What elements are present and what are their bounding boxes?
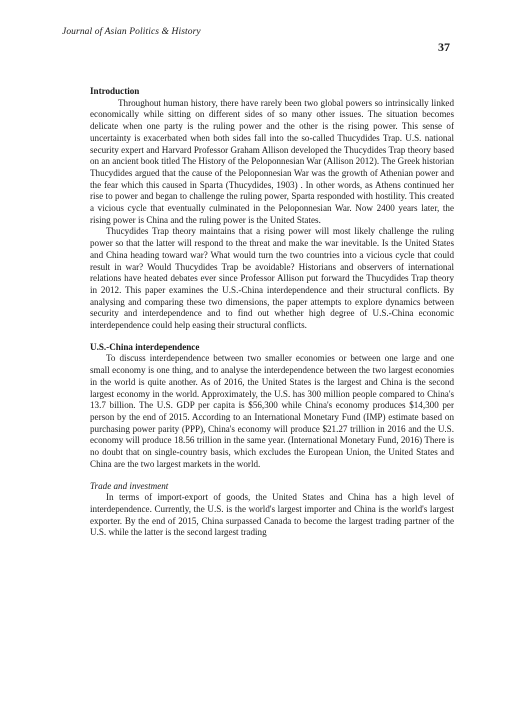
paragraph-trade-1 [90,492,454,539]
section-gap [90,471,454,481]
paragraph-text: Thucydides Trap theory maintains that a rising power will most likely challenge the ruling power so that the latter will respond to the threat and make the war inevitable. Is the United States and China heading toward war? What would turn the two countries into a vicious cycle that could result in war? Would Thucydides Trap be avoidable? Historians and observers of international relations have heated debates ever since Professor Allison put forward the Thucydides Trap theory in 2012. This paper examines the U.S.-China interdependence and their structural conflicts. By analysing and comparing these two dimensions, the paper attempts to explore dynamics between security and interdependence and to find out whether high degree of U.S.-China economic interdependence could help easing their structural conflicts. [90,226,454,331]
text-line: Throughout human history, there have rarely been two global powers so intrinsically linked economically while sitting on different sides of so many other issues. The situation becomes delicate when one party is the ruling power and the other is the rising power. This sense of uncertainty is exacerbated when both sides fall into the so-called Thucydides Trap. U.S. national security expert and Harvard Professor Graham Allison developed the Thucydides Trap theory based on an ancient book titled The History of the Peloponnesian War (Allison 2012). The Greek historian Thucydides argued that the cause of the Peloponnesian War was the growth of Athenian power and the fear which this caused in Sparta (Thucydides, 1903) . In other words, as Athens continued her rise to power and began to challenge the ruling power, Sparta responded with hostility. This created a vicious cycle that eventually culminated in the Peloponnesian War. Now 2400 years later, the rising power is China and the ruling power is the United States. [90,97,454,225]
subsection-heading-trade: Trade and investment [90,480,169,491]
section-heading-introduction: Introduction [90,86,140,96]
paragraph-text: In terms of import-export of goods, the United States and China has a high level of interdependence. Currently, the U.S. is the world's largest importer and China is the world's largest exporter. By the end of 2015, China surpassed Canada to become the largest trading partner of the U.S. while the latter is the second largest trading [90,492,454,538]
section-gap [90,332,454,342]
page-number: 37 [438,40,450,54]
article-body [90,86,454,539]
paragraph-interdependence-1 [90,353,454,470]
paragraph-introduction-2 [90,226,454,331]
paragraph-text: To discuss interdependence between two smaller economies or between one large and one small economy is one thing, and to analyse the interdependence between the two largest economies in the world is quite another. As of 2016, the United States is the largest and China is the second largest economy in the world. Approximately, the U.S. has 300 million people compared to China's 13.7 billion. The U.S. GDP per capita is $56,300 while China's economy produces $14,300 per person by the end of 2015. According to an International Monetary Fund (IMP) estimate based on purchasing power parity (PPP), China's economy will produce $21.27 trillion in 2016 and the U.S. economy will produce 18.56 trillion in the same year. (International Monetary Fund, 2016) There is no doubt that on single-country basis, which excludes the European Union, the United States and China are the two largest markets in the world. [90,353,454,469]
section-heading-interdependence: U.S.-China interdependence [90,341,200,352]
journal-title: Journal of Asian Politics & History [62,27,201,37]
paragraph-introduction-1 [90,98,454,227]
